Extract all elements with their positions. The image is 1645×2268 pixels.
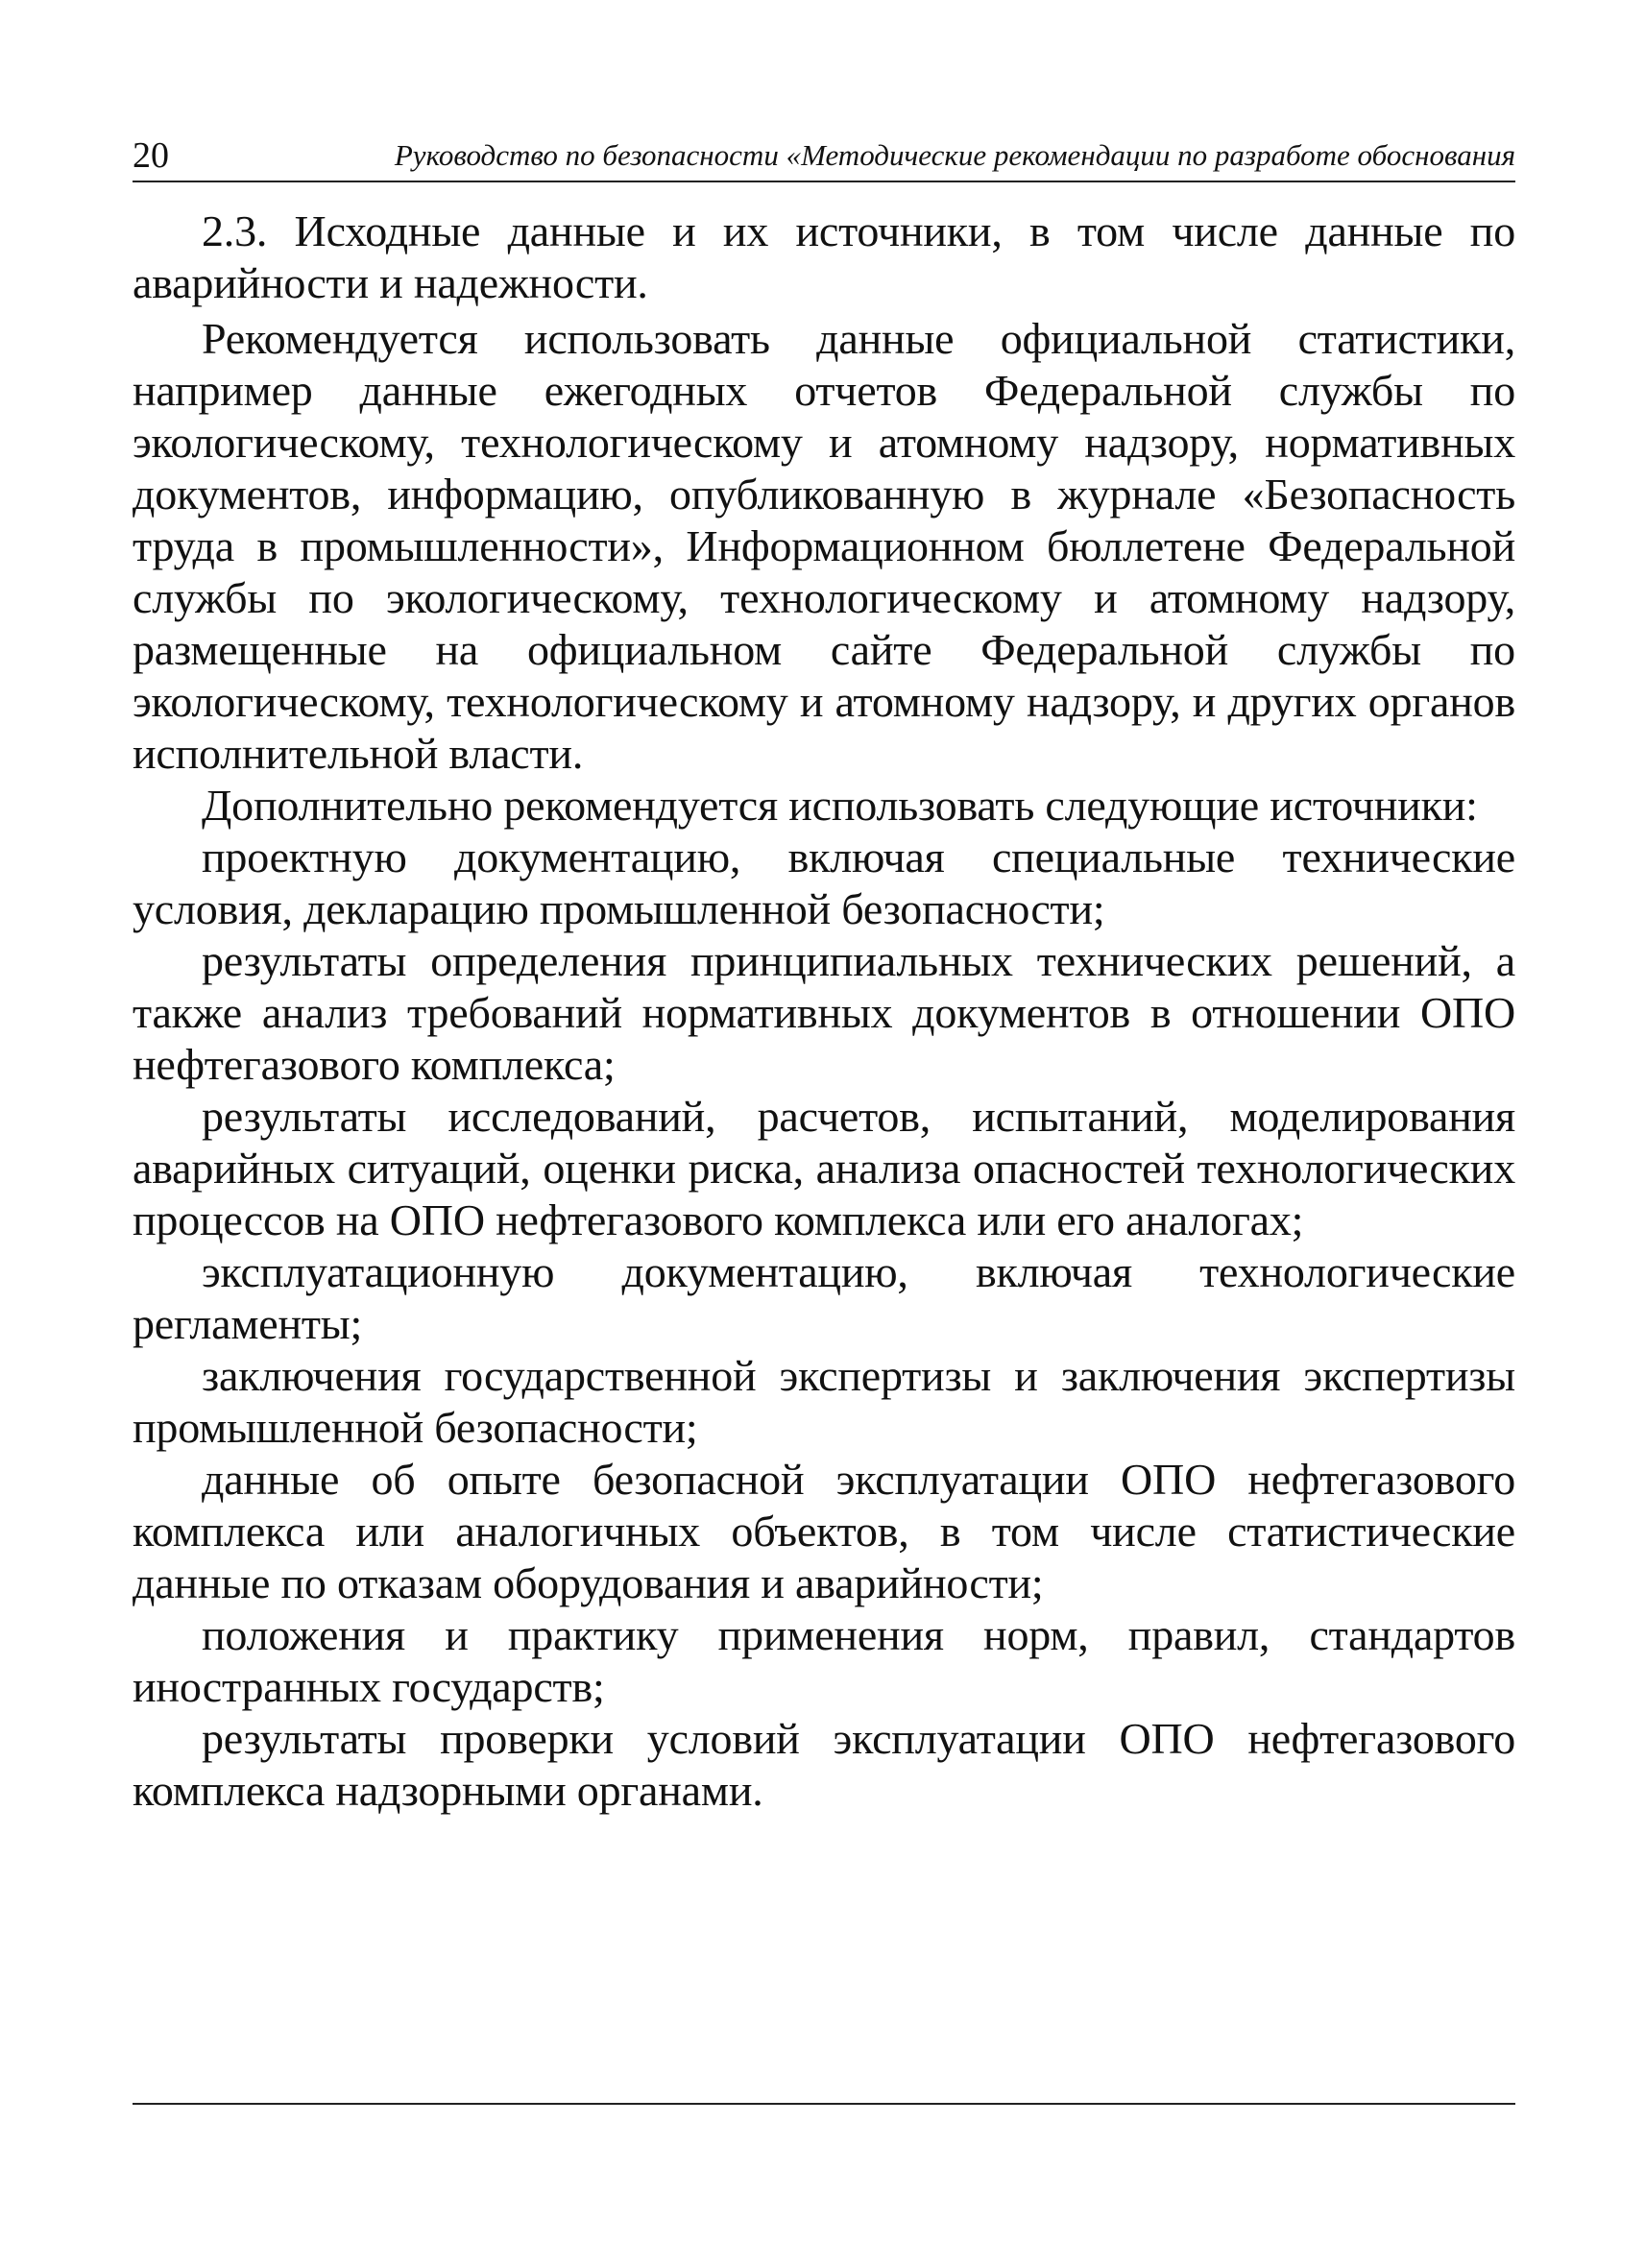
list-item-inspection-results: результаты проверки условий эксплуатации ОПО нефтегазового комплекса надзорными органами.: [133, 1714, 1515, 1815]
running-title: Руководство по безопасности «Методические рекомендации по разработе обоснования: [394, 138, 1515, 172]
body-text: [133, 205, 1515, 1817]
running-header: [133, 133, 1515, 182]
list-item-technical-decisions: результаты определения принципиальных технических решений, а также анализ требований нормативных документов в отношении ОПО нефтегазового комплекса;: [133, 936, 1515, 1089]
paragraph-sources-intro: Дополнительно рекомендуется использовать следующие источники:: [202, 781, 1478, 830]
paragraph-statistics: Рекомендуется использовать данные официальной статистики, например данные ежегодных отчетов Федеральной службы по экологическому, технологическому и атомному надзору, нормативных документов, информацию, опубликованную в журнале «Безопасность труда в промышленности», Информационном бюллетене Федеральной службы по экологическому, технологическому и атомному надзору, размещенные на официальном сайте Федеральной службы по экологическому, технологическому и атомному надзору, и других органов исполнительной власти.: [133, 314, 1515, 778]
page-number: 20: [133, 135, 169, 176]
list-item-research-results: результаты исследований, расчетов, испытаний, моделирования аварийных ситуаций, оценки риска, анализа опасностей технологических процессов на ОПО нефтегазового комплекса или его аналогах;: [133, 1092, 1515, 1244]
list-item-operational-docs: эксплуатационную документацию, включая технологические регламенты;: [133, 1247, 1515, 1348]
list-item-project-docs: проектную документацию, включая специальные технические условия, декларацию промышленной безопасности;: [133, 832, 1515, 933]
list-item-expert-conclusions: заключения государственной экспертизы и заключения экспертизы промышленной безопасности;: [133, 1351, 1515, 1452]
list-item-foreign-standards: положения и практику применения норм, правил, стандартов иностранных государств;: [133, 1610, 1515, 1711]
bottom-rule: [133, 2103, 1515, 2105]
list-item-operating-experience: данные об опыте безопасной эксплуатации ОПО нефтегазового комплекса или аналогичных объектов, в том числе статистические данные по отказам оборудования и аварийности;: [133, 1455, 1515, 1607]
section-heading: 2.3. Исходные данные и их источники, в том числе данные по аварийности и надежности.: [133, 206, 1515, 307]
